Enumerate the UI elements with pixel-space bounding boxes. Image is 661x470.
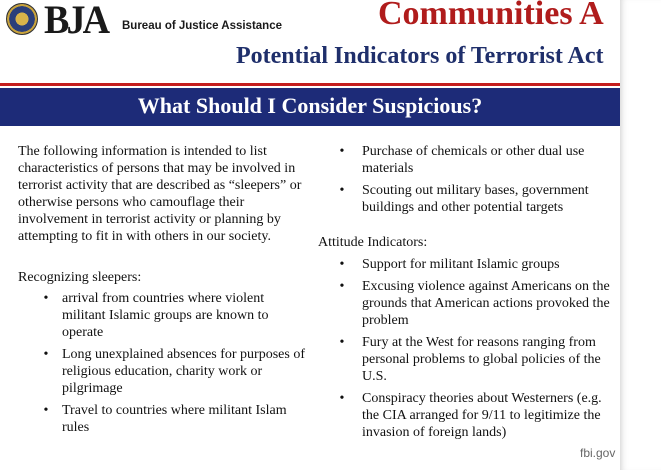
attitude-heading: Attitude Indicators: bbox=[318, 235, 428, 250]
list-item bbox=[318, 143, 618, 177]
banner-title: What Should I Consider Suspicious? bbox=[137, 93, 483, 118]
bullet-icon: • bbox=[43, 347, 49, 362]
list-item bbox=[18, 346, 308, 397]
bja-logo: BJA bbox=[44, 0, 108, 42]
attitude-list bbox=[318, 256, 618, 441]
right-column bbox=[318, 143, 618, 446]
red-divider bbox=[0, 83, 620, 86]
list-item-text: Travel to countries where militant Islam rules bbox=[62, 403, 287, 435]
list-item-text: Long unexplained absences for purposes of religious education, charity work or pilgrimage bbox=[62, 347, 305, 396]
list-item bbox=[318, 256, 618, 273]
list-item bbox=[18, 290, 308, 341]
sleepers-list bbox=[18, 290, 308, 436]
left-column bbox=[18, 143, 308, 441]
communities-title: Communities A bbox=[378, 0, 604, 32]
bullet-icon: • bbox=[339, 183, 345, 198]
source-watermark: fbi.gov bbox=[580, 446, 616, 460]
activity-list bbox=[318, 143, 618, 216]
list-item-text: Excusing violence against Americans on the grounds that American actions provoked the problem bbox=[362, 279, 610, 328]
list-item bbox=[318, 390, 618, 441]
bullet-icon: • bbox=[339, 391, 345, 406]
list-item-text: Conspiracy theories about Westerners (e.g. the CIA arranged for 9/11 to legitimize the invasion of foreign lands) bbox=[362, 391, 602, 440]
doj-seal-icon bbox=[6, 3, 38, 35]
bullet-icon: • bbox=[339, 279, 345, 294]
list-item-text: arrival from countries where violent militant Islamic groups are known to operate bbox=[62, 291, 269, 340]
bullet-icon: • bbox=[339, 257, 345, 272]
bullet-icon: • bbox=[339, 335, 345, 350]
list-item-text: Fury at the West for reasons ranging from personal problems to global policies of the U.S. bbox=[362, 335, 601, 384]
intro-paragraph: The following information is intended to list characteristics of persons that may be involved in terrorist activity that are described as “sleepers” or otherwise persons who camouflage their involvement in terrorist activity or planning by attempting to fit in with others in our society. bbox=[18, 144, 302, 244]
page-edge bbox=[620, 0, 661, 470]
list-item-text: Scouting out military bases, government buildings and other potential targets bbox=[362, 183, 589, 215]
list-item-text: Purchase of chemicals or other dual use materials bbox=[362, 144, 585, 176]
bullet-icon: • bbox=[339, 144, 345, 159]
indicators-title: Potential Indicators of Terrorist Act bbox=[236, 43, 604, 69]
bja-subtitle: Bureau of Justice Assistance bbox=[122, 20, 282, 32]
bullet-icon: • bbox=[43, 403, 49, 418]
bullet-icon: • bbox=[43, 291, 49, 306]
list-item bbox=[318, 182, 618, 216]
list-item bbox=[18, 402, 308, 436]
list-item-text: Support for militant Islamic groups bbox=[362, 257, 560, 272]
list-item bbox=[318, 334, 618, 385]
list-item bbox=[318, 278, 618, 329]
sleepers-heading: Recognizing sleepers: bbox=[18, 270, 142, 285]
